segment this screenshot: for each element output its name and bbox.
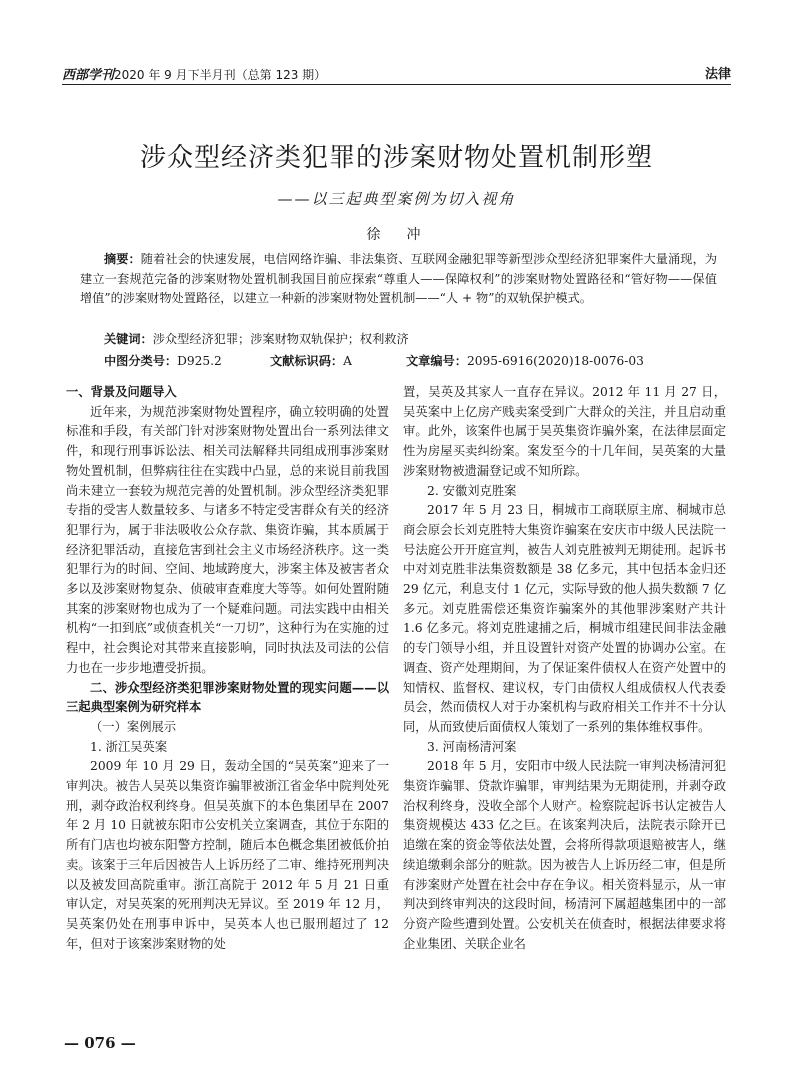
paragraph: 近年来，为规范涉案财物处置程序，确立较明确的处置标准和手段，有关部门针对涉案财物处置出台一系列法律文件，和现行刑事诉讼法、相关司法解释共同组成刑事涉案财物处置机制，但弊病往往在实践中凸显，总的来说目前我国尚未建立一套较为规范完善的处置机制。涉众型经济类犯罪专指的受害人数量较多、与诸多不特定受害群众有关的经济犯罪行为，属于非法吸收公众存款、集资诈骗，其本质属于经济犯罪活动，直接危害到社会主义市场经济秩序。这一类犯罪行为的时间、空间、地域跨度大，涉案主体及被害者众多以及涉案财物复杂、侦破审查难度大等等。如何处置附随其案的涉案财物也成为了一个疑难问题。司法实践中由相关机构“一扣到底”或侦查机关“一刀切”，这种行为在实施的过程中，社会舆论对其带来直接影响，同时执法及司法的公信力也在一步步地遭受折损。 (66, 404, 389, 675)
issue-info: 2020 年 9 月下半月刊（总第 123 期） (114, 68, 327, 82)
keywords-text: 涉众型经济犯罪；涉案财物双轨保护；权利救济 (152, 332, 409, 346)
clc-code (104, 352, 270, 369)
case-heading: 1. 浙江吴英案 (90, 739, 168, 754)
right-column (403, 383, 726, 954)
abstract-text: 随着社会的快速发展，电信网络诈骗、非法集资、互联网金融犯罪等新型涉众型经济犯罪案件大量涌现，为建立一套规范完备的涉案财物处置机制我国目前应探索“尊重人——保障权利”的涉案财物处置路径和“管好物——保值增值”的涉案财物处置路径，以建立一种新的涉案财物处置机制——“人 + 物”的双轨保护模式。 (80, 252, 718, 305)
paragraph: 2017 年 5 月 23 日，桐城市工商联原主席、桐城市总商会原会长刘克胜特大集资诈骗案在安庆市中级人民法院一号法庭公开开庭宣判，被告人刘克胜被判无期徒刑。起诉书中对刘克胜非法集资数额是 38 亿多元，其中包括本金归还 29 亿元，利息支付 1 亿元，实际导致的他人损失数额 7 亿多元。刘克胜需偿还集资诈骗案外的其他罪涉案财产共计 1.6 亿多元。将刘克胜逮捕之后，桐城市组建民间非法金融的专门领导小组，并且设置针对资产处置的协调办公室。在调查、资产处理期间，为了保证案件债权人在资产处置中的知情权、监督权、建议权，专门由债权人组成债权人代表委员会，然而债权人对于办案机构与政府相关工作并不十分认同，从而致使后面债权人策划了一系列的集体维权事件。 (403, 503, 726, 734)
running-header (62, 62, 731, 85)
section-heading: 二、涉众型经济类犯罪涉案财物处置的现实问题——以三起典型案例为研究样本 (66, 680, 389, 715)
section-label: 法律 (704, 67, 731, 82)
doc-code (270, 352, 406, 369)
left-column (66, 383, 389, 954)
section-heading: 一、背景及问题导入 (66, 385, 177, 399)
paragraph: 2018 年 5 月，安阳市中级人民法院一审判决杨清河犯集资诈骗罪、贷款诈骗罪，审判结果为无期徒刑，并剥夺政治权利终身，没收全部个人财产。检察院起诉书认定被告人集资规模达 433 亿之巨。在该案判决后，法院表示除开已追缴在案的资金等依法处置，会将所得款项退赔被害人，继续追缴剩余部分的赃款。因为被告人上诉历经二审，但是所有涉案财产处置在社会中存在争议。相关资料显示，从一审判决到终审判决的这段时间，杨清河下属超越集团中的一部分资产险些遭到处置。公安机关在侦查时，根据法律要求将企业集团、关联企业名 (403, 759, 726, 951)
case-heading: 3. 河南杨清河案 (427, 739, 517, 754)
case-heading: 2. 安徽刘克胜案 (427, 483, 517, 498)
page-number: — 076 — (64, 1034, 136, 1052)
abstract-label: 摘要： (104, 252, 141, 266)
art-value: 2095-6916(2020)18-0076-03 (466, 354, 644, 368)
article-meta (104, 352, 717, 369)
art-label: 文章编号： (406, 354, 467, 368)
keywords-label: 关键词： (104, 332, 153, 346)
abstract (80, 250, 717, 309)
clc-value: D925.2 (177, 354, 222, 368)
journal-name: 西部学刊 (62, 68, 115, 83)
paragraph: 置，吴英及其家人一直存在异议。2012 年 11 月 27 日，吴英案中上亿房产贱卖案受到广大群众的关注，并且启动重审。此外，该案件也属于吴英集资诈骗外案，在法律层面定性为房屋买卖纠纷案。案发至今的十几年间，吴英案的大量涉案财物被遗漏登记或不知所踪。 (403, 385, 726, 478)
author-name: 徐 冲 (366, 227, 427, 243)
keywords (104, 330, 409, 347)
doc-value: A (343, 354, 352, 368)
journal-issue (62, 64, 326, 83)
doc-label: 文献标识码： (270, 354, 344, 368)
clc-label: 中图分类号： (104, 354, 178, 368)
article-title: 涉众型经济类犯罪的涉案财物处置机制形塑 (139, 143, 653, 173)
article-number (406, 352, 644, 369)
article-subtitle: ——以三起典型案例为切入视角 (277, 190, 516, 208)
subsection-heading: （一）案例展示 (90, 719, 177, 734)
paragraph: 2009 年 10 月 29 日，轰动全国的“吴英案”迎来了一审判决。被告人吴英以集资诈骗罪被浙江省金华中院判处死刑，剥夺政治权利终身。但吴英旗下的本色集团早在 2007 年 2 月 10 日就被东阳市公安机关立案调查，其位于东阳的所有门店也均被东阳警方控制，随后本色概念集团被低价拍卖。该案于三年后因被告人上诉历经了二审、维持死刑判决以及被发回高院重审。浙江高院于 2012 年 5 月 21 日重审认定，对吴英案的死刑判决无异议。至 2019 年 12 月，吴英案仍处在刑事申诉中，吴英本人也已服刑超过了 12 年，但对于该案涉案财物的处 (66, 759, 389, 951)
